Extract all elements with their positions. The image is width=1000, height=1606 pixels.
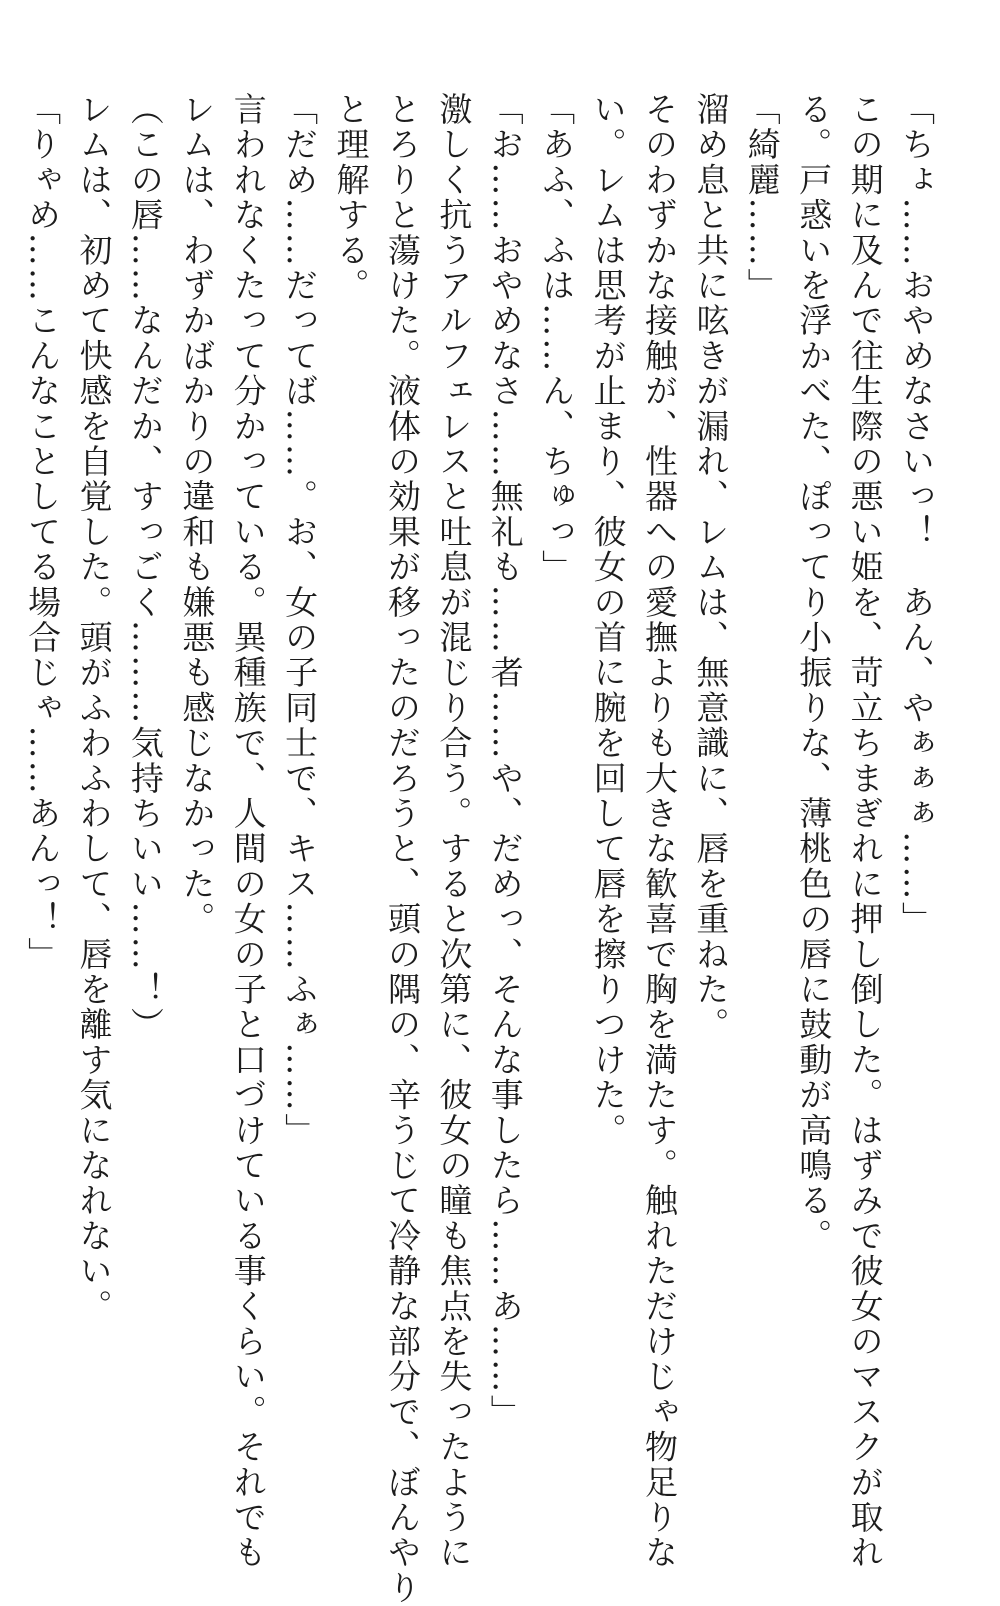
vertical-text-body	[17, 92, 942, 1606]
text-line: 「りゃめ……こんなことしてる場合じゃ……あんっ！」	[23, 92, 63, 972]
text-line: 激しく抗うアルフェレスと吐息が混じり合う。すると次第に、彼女の瞳も焦点を失ったように	[434, 92, 474, 1571]
text-line: 言われなくたって分かっている。異種族で、人間の女の子と口づけている事くらい。それでも	[228, 92, 268, 1571]
text-line: と理解する。	[331, 92, 371, 304]
text-line: この期に及んで往生際の悪い姫を、苛立ちまぎれに押し倒した。はずみで彼女のマスクが取れ	[845, 92, 885, 1571]
text-line: そのわずかな接触が、性器への愛撫よりも大きな歓喜で胸を満たす。触れただけじゃ物足りな	[639, 92, 679, 1571]
text-line: レムは、初めて快感を自覚した。頭がふわふわして、唇を離す気になれない。	[74, 92, 114, 1324]
text-line: る。戸惑いを浮かべた、ぽってり小振りな、薄桃色の唇に鼓動が高鳴る。	[794, 92, 834, 1254]
text-line: い。レムは思考が止まり、彼女の首に腕を回して唇を擦りつけた。	[588, 92, 628, 1148]
text-line: とろりと蕩けた。液体の効果が移ったのだろうと、頭の隅の、辛うじて冷静な部分で、ぼんやり	[382, 92, 422, 1606]
text-line: 「お……おやめなさ……無礼も……者……や、だめっ、そんな事したら……あ……」	[485, 92, 525, 1430]
text-line: 溜め息と共に呟きが漏れ、レムは、無意識に、唇を重ねた。	[691, 92, 731, 1043]
text-line: レムは、わずかばかりの違和も嫌悪も感じなかった。	[177, 92, 217, 937]
text-line: 「あふ、ふは……ん、ちゅっ」	[537, 92, 577, 585]
text-line: 「だめ……だってば……。お、女の子同士で、キス……ふぁ……」	[280, 92, 320, 1148]
text-line: （この唇……なんだか、すっごく………気持ちいい……！）	[125, 92, 165, 1043]
text-line: 「ちょ……おやめなさいっ！ あん、やぁぁぁ……」	[897, 92, 936, 937]
text-line: 「綺麗……」	[742, 92, 782, 304]
